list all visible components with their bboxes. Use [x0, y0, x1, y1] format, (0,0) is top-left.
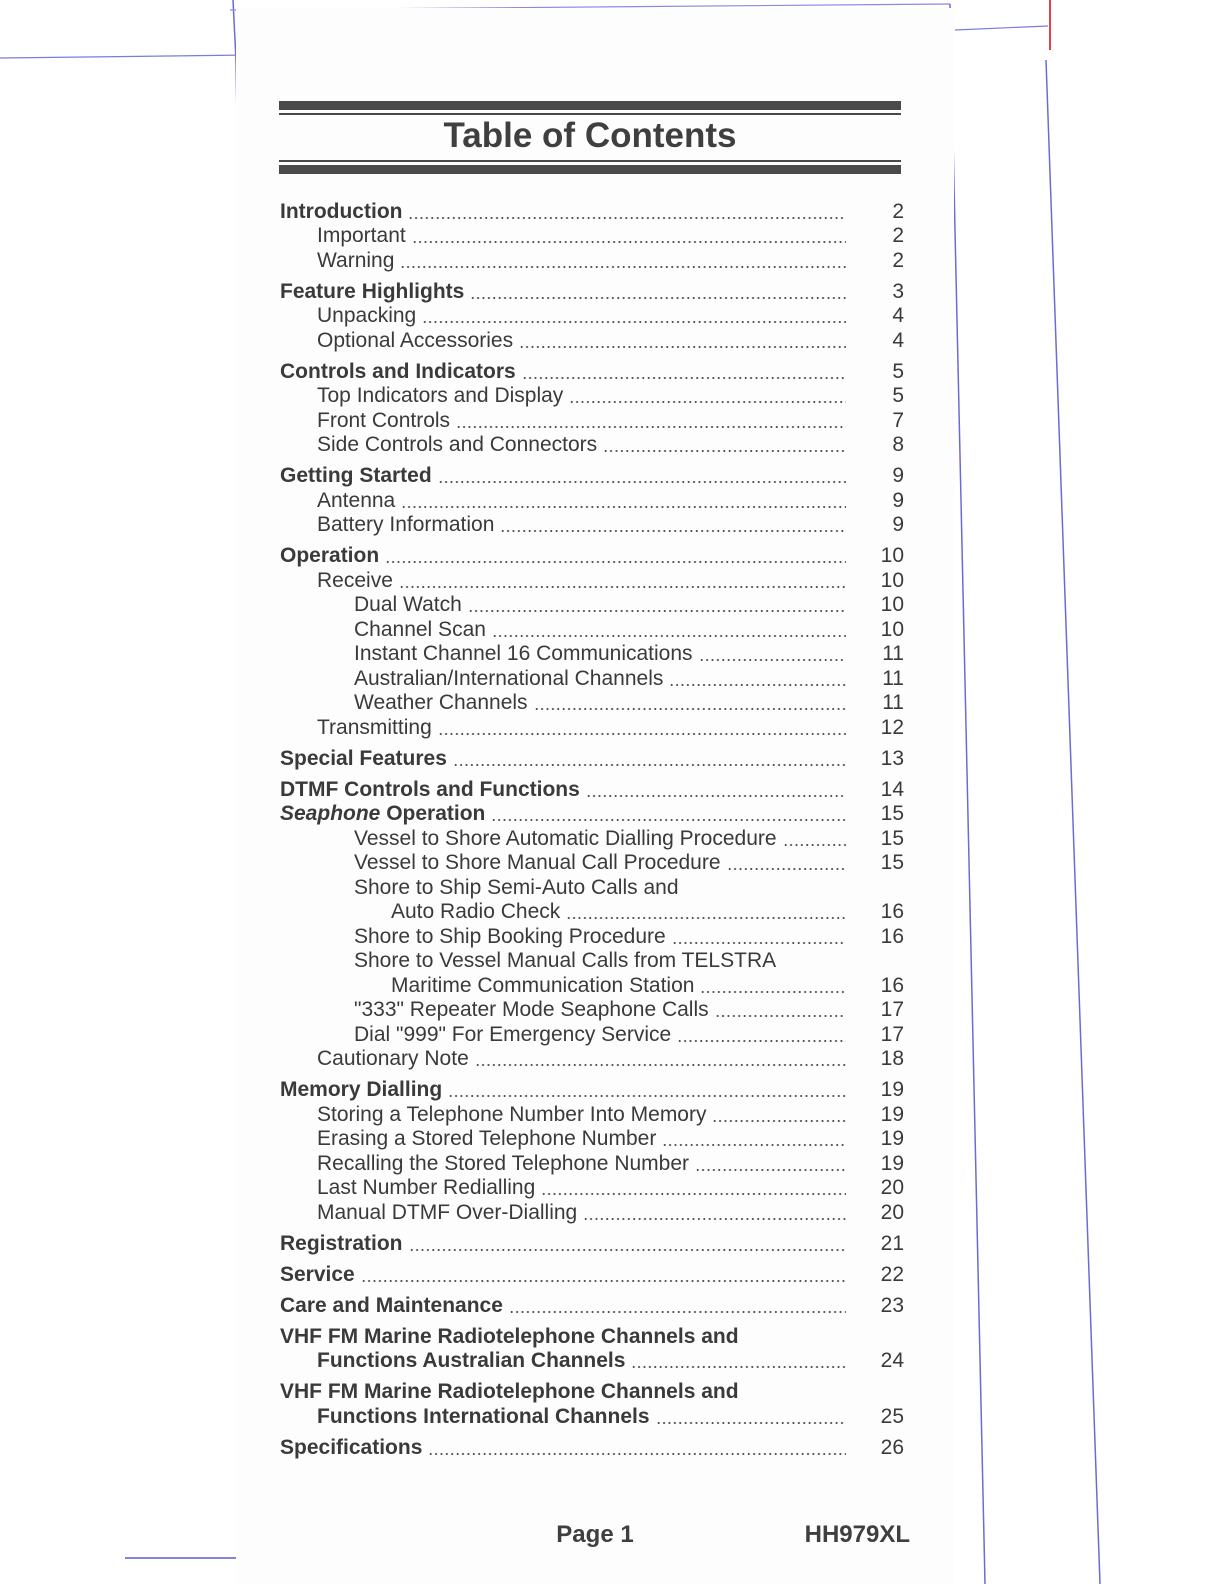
- toc-page-number: 5: [892, 359, 904, 383]
- toc-dot-leader: [541, 1193, 846, 1195]
- toc-page-number: 20: [880, 1176, 904, 1199]
- toc-page-number: 5: [892, 384, 904, 407]
- toc-entry: [280, 642, 904, 667]
- title-rule-bottom-thin: [279, 160, 901, 162]
- toc-entry: [280, 248, 904, 273]
- toc-dot-leader: [662, 1144, 846, 1146]
- toc-page-number: 2: [892, 248, 904, 272]
- toc-entry: [280, 1102, 904, 1127]
- toc-entry: [280, 384, 904, 409]
- toc-dot-leader: [422, 321, 846, 323]
- toc-page-number: 3: [892, 279, 904, 303]
- toc-dot-leader: [745, 1342, 846, 1344]
- toc-dot-leader: [401, 506, 846, 508]
- toc-entry: [280, 488, 904, 513]
- toc-entry-title: Registration: [280, 1231, 403, 1255]
- toc-dot-leader: [631, 1366, 846, 1368]
- toc-entry-title: Unpacking: [317, 304, 417, 327]
- toc-dot-leader: [656, 1422, 846, 1424]
- toc-entry-title: Dial "999" For Emergency Service: [354, 1022, 672, 1046]
- toc-entry-title: Front Controls: [317, 408, 451, 432]
- toc-entry: [280, 746, 904, 771]
- toc-entry: [280, 826, 904, 851]
- toc-dot-leader: [715, 1015, 846, 1017]
- toc-entry-title: Weather Channels: [354, 691, 528, 714]
- toc-entry-title: Manual DTMF Over-Dialling: [317, 1200, 578, 1224]
- toc-dot-leader: [509, 1311, 846, 1313]
- toc-entry: [280, 777, 904, 802]
- toc-entry-title: Special Features: [280, 746, 447, 770]
- toc-entry: [280, 279, 904, 304]
- toc-page-number: 18: [880, 1047, 904, 1070]
- toc-entry-title: Instant Channel 16 Communications: [354, 642, 693, 665]
- toc-entry-title: Controls and Indicators: [280, 359, 516, 383]
- toc-page-number: 11: [882, 691, 904, 714]
- toc-page-number: 20: [880, 1200, 904, 1224]
- toc-dot-leader: [586, 795, 846, 797]
- toc-page-number: 26: [880, 1435, 904, 1459]
- toc-page-number: 2: [892, 199, 904, 223]
- toc-entry-title: Dual Watch: [354, 593, 462, 616]
- toc-entry-title: Warning: [317, 248, 395, 272]
- toc-dot-leader: [475, 1064, 846, 1066]
- toc-entry: [280, 568, 904, 593]
- toc-entry: [280, 1293, 904, 1318]
- toc-page-number: 4: [892, 328, 904, 352]
- toc-entry-title: Transmitting: [317, 715, 432, 739]
- toc-entry: [280, 949, 904, 974]
- toc-dot-leader: [603, 450, 846, 452]
- toc-dot-leader: [492, 635, 846, 637]
- toc-page-number: 15: [880, 826, 904, 850]
- toc-entry-title: Memory Dialling: [280, 1078, 443, 1101]
- toc-page-number: 17: [880, 998, 904, 1021]
- toc-page-number: 13: [880, 746, 904, 770]
- toc-page-number: 16: [880, 924, 904, 948]
- toc-entry-title: Operation: [280, 544, 380, 567]
- toc-page-number: 10: [880, 593, 904, 616]
- toc-entry-title: Optional Accessories: [317, 328, 514, 352]
- toc-entry-title: VHF FM Marine Radiotelephone Channels and: [280, 1324, 739, 1348]
- toc-page-number: 10: [880, 617, 904, 641]
- toc-entry: [280, 973, 904, 998]
- toc-entry-title: Functions International Channels: [317, 1404, 650, 1428]
- toc-page-number: 16: [880, 900, 904, 923]
- toc-page-number: 7: [892, 408, 904, 432]
- toc-page-number: 25: [880, 1404, 904, 1428]
- toc-entry: [280, 464, 904, 489]
- toc-entry: [280, 1127, 904, 1152]
- page-title: Table of Contents: [443, 116, 737, 155]
- toc-entry: [280, 998, 904, 1023]
- toc-entry-title: Shore to Ship Booking Procedure: [354, 924, 666, 948]
- toc-entry-title: Erasing a Stored Telephone Number: [317, 1127, 657, 1150]
- toc-dot-leader: [569, 401, 846, 403]
- toc-dot-leader: [699, 659, 846, 661]
- toc-entry-title: Specifications: [280, 1435, 423, 1459]
- toc-entry-title: Auto Radio Check: [391, 900, 561, 923]
- toc-dot-leader: [448, 1095, 846, 1097]
- toc-entry-title: Battery Information: [317, 513, 495, 536]
- toc-dot-leader: [782, 966, 846, 968]
- toc-dot-leader: [408, 217, 846, 219]
- toc-dot-leader: [745, 1397, 846, 1399]
- toc-entry-title: VHF FM Marine Radiotelephone Channels and: [280, 1380, 739, 1403]
- toc-entry-title: Introduction: [280, 199, 403, 223]
- toc-entry: [280, 304, 904, 329]
- toc-entry-title: Channel Scan: [354, 617, 486, 641]
- toc-page-number: 11: [882, 666, 904, 690]
- toc-page-number: 15: [880, 851, 904, 874]
- toc-dot-leader: [385, 561, 846, 563]
- toc-entry-title: Top Indicators and Display: [317, 384, 564, 407]
- toc-entry: [280, 1231, 904, 1256]
- toc-dot-leader: [491, 819, 846, 821]
- toc-entry-title: Maritime Communication Station: [391, 973, 695, 997]
- toc-dot-leader: [672, 942, 846, 944]
- toc-entry: [280, 900, 904, 925]
- toc-entry: [280, 1349, 904, 1374]
- toc-dot-leader: [700, 991, 846, 993]
- toc-page-number: 14: [880, 777, 904, 801]
- toc-dot-leader: [470, 297, 846, 299]
- toc-entry-title: Service: [280, 1262, 355, 1286]
- toc-page-number: 9: [892, 464, 904, 487]
- table-of-contents: [280, 199, 904, 1460]
- toc-entry: [280, 802, 904, 827]
- toc-entry-title: "333" Repeater Mode Seaphone Calls: [354, 998, 709, 1021]
- toc-entry: [280, 715, 904, 740]
- toc-dot-leader: [534, 708, 846, 710]
- toc-dot-leader: [695, 1169, 846, 1171]
- toc-dot-leader: [583, 1218, 846, 1220]
- toc-dot-leader: [456, 426, 846, 428]
- toc-entry-title: Recalling the Stored Telephone Number: [317, 1151, 690, 1175]
- toc-dot-leader: [428, 1453, 846, 1455]
- toc-entry-title: Functions Australian Channels: [317, 1349, 626, 1372]
- toc-page-number: 17: [880, 1022, 904, 1046]
- toc-entry: [280, 666, 904, 691]
- toc-entry: [280, 1047, 904, 1072]
- toc-entry: [280, 851, 904, 876]
- toc-page-number: 4: [892, 304, 904, 327]
- toc-entry-title: Last Number Redialling: [317, 1176, 536, 1199]
- toc-entry: [280, 1435, 904, 1460]
- toc-dot-leader: [522, 377, 846, 379]
- toc-dot-leader: [566, 917, 846, 919]
- toc-page-number: 24: [880, 1349, 904, 1372]
- toc-entry: [280, 513, 904, 538]
- toc-dot-leader: [438, 481, 846, 483]
- toc-entry-title: Australian/International Channels: [354, 666, 664, 690]
- toc-entry: [280, 593, 904, 618]
- footer-model-number: HH979XL: [804, 1521, 910, 1548]
- toc-page-number: 10: [880, 544, 904, 567]
- toc-page-number: 9: [892, 513, 904, 536]
- toc-dot-leader: [409, 1249, 846, 1251]
- toc-entry: [280, 617, 904, 642]
- toc-entry: [280, 199, 904, 224]
- toc-entry-title: Important: [317, 224, 406, 247]
- toc-entry: [280, 224, 904, 249]
- toc-page-number: 2: [892, 224, 904, 247]
- toc-entry: [280, 875, 904, 900]
- toc-dot-leader: [400, 266, 846, 268]
- toc-entry: [280, 433, 904, 458]
- toc-entry: [280, 924, 904, 949]
- toc-dot-leader: [685, 893, 846, 895]
- toc-entry: [280, 691, 904, 716]
- toc-entry: [280, 1404, 904, 1429]
- toc-dot-leader: [712, 1120, 846, 1122]
- toc-dot-leader: [500, 530, 846, 532]
- toc-page-number: 23: [880, 1293, 904, 1317]
- toc-entry-title: Shore to Vessel Manual Calls from TELSTRA: [354, 949, 777, 972]
- toc-dot-leader: [438, 733, 846, 735]
- toc-entry-title: Care and Maintenance: [280, 1293, 503, 1317]
- toc-page-number: 15: [880, 802, 904, 825]
- toc-dot-leader: [412, 241, 846, 243]
- toc-entry-title: Vessel to Shore Manual Call Procedure: [354, 851, 721, 874]
- toc-entry: [280, 1200, 904, 1225]
- toc-page-number: 9: [892, 488, 904, 512]
- toc-dot-leader: [519, 346, 846, 348]
- toc-entry: [280, 1151, 904, 1176]
- toc-dot-leader: [453, 764, 846, 766]
- toc-entry-title: Cautionary Note: [317, 1047, 469, 1070]
- toc-dot-leader: [669, 684, 846, 686]
- toc-entry-title: Receive: [317, 568, 393, 592]
- toc-entry-title: Storing a Telephone Number Into Memory: [317, 1102, 707, 1126]
- toc-entry-title: Vessel to Shore Automatic Dialling Procedure: [354, 826, 777, 850]
- toc-dot-leader: [361, 1280, 846, 1282]
- toc-page-number: 10: [880, 568, 904, 592]
- toc-page-number: 16: [880, 973, 904, 997]
- title-rule-top-thick: [279, 101, 901, 110]
- toc-entry: [280, 1324, 904, 1349]
- toc-page-number: 19: [880, 1102, 904, 1126]
- toc-entry-title: Feature Highlights: [280, 279, 465, 303]
- toc-entry: [280, 328, 904, 353]
- toc-entry: [280, 1078, 904, 1103]
- toc-entry-title: Side Controls and Connectors: [317, 433, 598, 456]
- toc-page-number: 8: [892, 433, 904, 456]
- toc-page-number: 22: [880, 1262, 904, 1286]
- toc-entry: [280, 1022, 904, 1047]
- toc-entry: [280, 408, 904, 433]
- toc-entry-title: Getting Started: [280, 464, 432, 487]
- toc-entry-title: DTMF Controls and Functions: [280, 777, 580, 801]
- toc-dot-leader: [677, 1040, 846, 1042]
- toc-page-number: 19: [880, 1078, 904, 1101]
- title-rule-bottom-thick: [279, 165, 901, 174]
- toc-entry-title: Antenna: [317, 488, 396, 512]
- toc-page-number: 21: [880, 1231, 904, 1255]
- toc-entry-title: Seaphone Operation: [280, 802, 486, 825]
- toc-entry: [280, 1262, 904, 1287]
- toc-dot-leader: [783, 844, 846, 846]
- toc-page-number: 12: [880, 715, 904, 739]
- toc-dot-leader: [399, 586, 846, 588]
- toc-entry: [280, 544, 904, 569]
- toc-dot-leader: [727, 868, 846, 870]
- toc-page-number: 11: [882, 642, 904, 665]
- toc-entry: [280, 1176, 904, 1201]
- toc-dot-leader: [468, 610, 846, 612]
- toc-entry: [280, 359, 904, 384]
- toc-entry: [280, 1380, 904, 1405]
- footer-page-number: Page 1: [556, 1521, 634, 1548]
- toc-entry-title: Shore to Ship Semi-Auto Calls and: [354, 875, 679, 899]
- toc-page-number: 19: [880, 1127, 904, 1150]
- toc-page-number: 19: [880, 1151, 904, 1175]
